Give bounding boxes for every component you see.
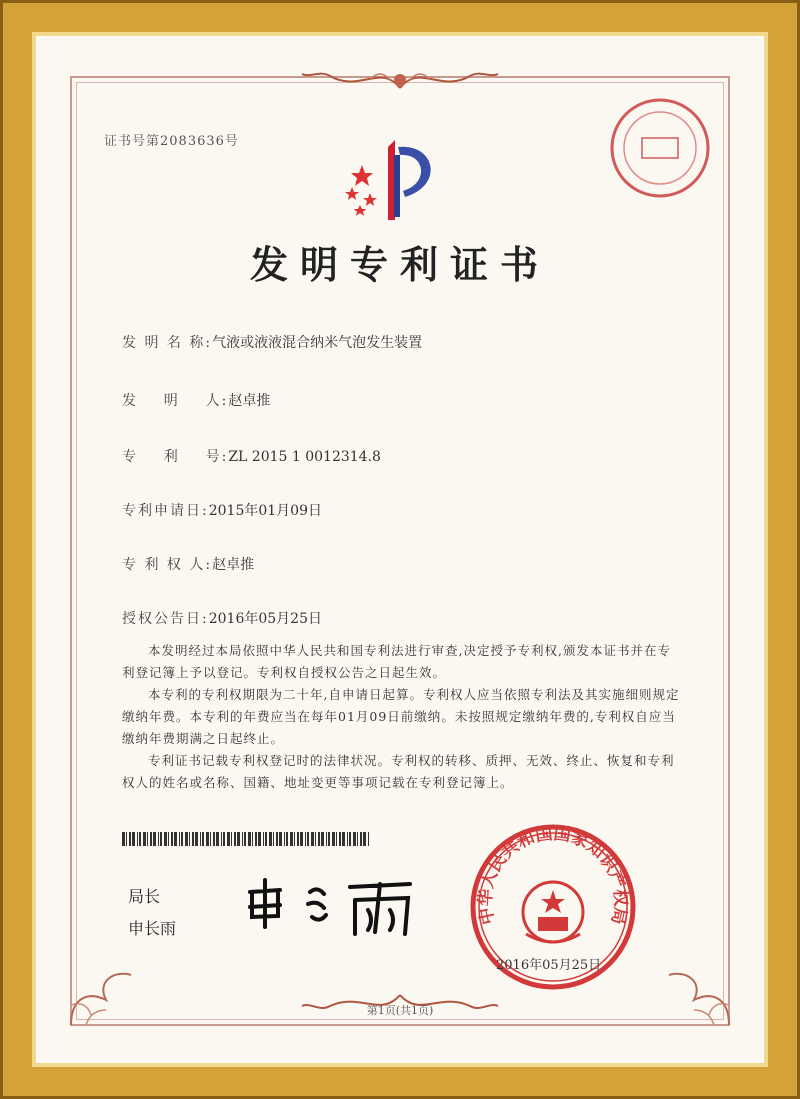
paragraph-status: 专利证书记载专利权登记时的法律状况。专利权的转移、质押、无效、终止、恢复和专利权人的姓名或名称、国籍、地址变更等事项记载在专利登记簿上。: [122, 753, 675, 790]
field-application-date: 专利申请日:2015年01月09日: [122, 503, 322, 519]
small-stamp-icon: [608, 96, 712, 200]
paragraph-grant: 本发明经过本局依照中华人民共和国专利法进行审查,决定授予专利权,颁发本证书并在专利登记簿上予以登记。专利权自授权公告之日起生效。: [122, 643, 671, 680]
barcode-icon: [122, 832, 372, 846]
seal-date: 2016年05月25日: [496, 958, 602, 973]
paragraph-term: 本专利的专利权期限为二十年,自申请日起算。专利权人应当依照专利法及其实施细则规定缴纳年费。本专利的年费应当在每年01月09日前缴纳。未按照规定缴纳年费的,专利权自应当缴纳年费期满之日起终止。: [122, 687, 680, 746]
director-name: 申长雨: [128, 919, 177, 938]
corner-ornament-icon: [66, 960, 136, 1030]
director-title: 局长: [128, 887, 161, 906]
field-grant-date: 授权公告日:2016年05月25日: [122, 611, 322, 627]
certificate-title: 发明专利证书: [249, 242, 550, 287]
certificate-number: 证书号第2083636号: [104, 134, 239, 149]
top-ornament-icon: [300, 58, 500, 98]
patent-office-emblem-icon: [340, 135, 460, 225]
field-invention-name: 发 明 名 称:气液或液液混合纳米气泡发生装置: [122, 335, 423, 351]
field-inventor: 发 明 人:赵卓推: [122, 393, 271, 409]
corner-ornament-icon: [664, 960, 734, 1030]
field-patentee: 专 利 权 人:赵卓推: [122, 557, 255, 573]
field-patent-number: 专 利 号:ZL 2015 1 0012314.8: [122, 449, 381, 465]
page-footer: 第1页(共1页): [366, 1004, 434, 1017]
handwritten-signature-icon: [240, 872, 420, 942]
seal-text: 中华人民共和国国家知识产权局: [475, 823, 631, 927]
